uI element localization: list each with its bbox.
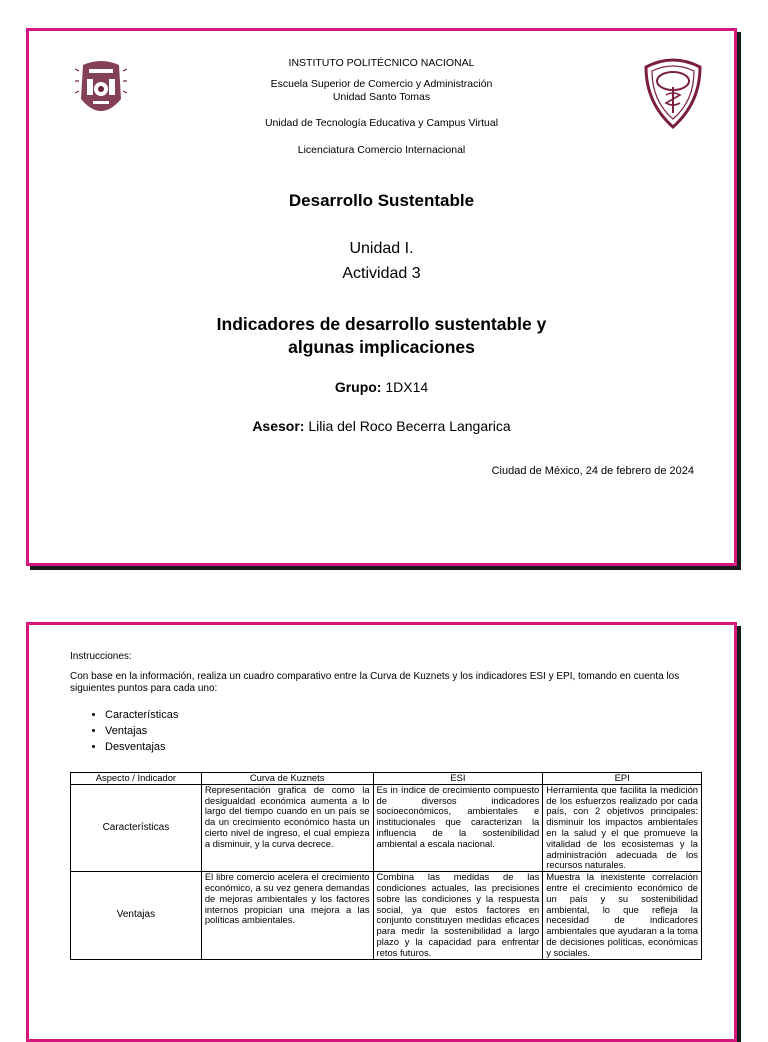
instructions-page xyxy=(26,622,737,1042)
school-name: Escuela Superior de Comercio y Administración xyxy=(270,78,493,90)
cell-kuznets: El libre comercio acelera el crecimiento económico, a su vez genera demandas de mejoras ambientales y los factores internos propician una mejora a las políticas ambientales. xyxy=(201,872,373,959)
bullet-item: • Desventajas xyxy=(105,739,178,755)
date-line: Ciudad de México, 24 de febrero de 2024 xyxy=(491,465,694,477)
advisor-line xyxy=(29,418,734,434)
bullet-list xyxy=(89,707,178,755)
header-kuznets: Curva de Kuznets xyxy=(201,773,373,785)
table-row xyxy=(71,872,702,959)
header-epi: EPI xyxy=(543,773,702,785)
row-label: Ventajas xyxy=(71,872,202,959)
cell-epi: Muestra la inexistente correlación entre el crecimiento económico de un país y su sostenibilidad ambiental, lo que refleja la necesidad de indicadores ambientales que ayudaran a la toma de decisiones políticas, económicas y sociales. xyxy=(543,872,702,959)
instructions-text: Con base en la información, realiza un cuadro comparativo entre la Curva de Kuznets y los indicadores ESI y EPI, tomando en cuenta los siguientes puntos para cada uno: xyxy=(70,671,680,694)
cover-page xyxy=(26,28,737,566)
group-value: 1DX14 xyxy=(385,379,429,395)
topic-title-line1: Indicadores de desarrollo sustentable y xyxy=(216,314,547,334)
topic-title-line2: algunas implicaciones xyxy=(288,337,475,357)
header-esi: ESI xyxy=(373,773,543,785)
table-header-row xyxy=(71,773,702,785)
bullet-item: • Ventajas xyxy=(105,723,178,739)
cell-esi: Es in índice de crecimiento compuesto de diversos indicadores socioeconómicos, ambientales e institucionales que caracterizan la influencia de la sostenibilidad ambiental a escala nacional. xyxy=(373,784,543,871)
school-campus: Unidad Santo Tomas xyxy=(332,91,431,103)
activity-label: Actividad 3 xyxy=(342,265,421,282)
tech-unit: Unidad de Tecnología Educativa y Campus Virtual xyxy=(264,117,499,129)
unit-label: Unidad I. xyxy=(349,240,414,257)
institution-name: INSTITUTO POLITÉCNICO NACIONAL xyxy=(288,57,475,69)
advisor-label: Asesor: xyxy=(252,418,305,434)
course-title: Desarrollo Sustentable xyxy=(288,191,475,210)
bullet-item: • Características xyxy=(105,707,178,723)
cell-kuznets: Representación grafica de como la desigualdad económica aumenta a lo largo del tiempo cuando en un país se da un crecimiento económico hasta un cierto nivel de ingreso, el cual empieza a disminuir, y la curva decrece. xyxy=(201,784,373,871)
advisor-value: Lilia del Roco Becerra Langarica xyxy=(308,418,511,434)
table-row xyxy=(71,784,702,871)
instructions-label: Instrucciones: xyxy=(70,651,132,662)
cell-epi: Herramienta que facilita la medición de los esfuerzos realizado por cada país, con 2 objetivos principales: disminuir los impactos ambientales en la salud y el que promueve la vitalidad de los ecosistemas y la administración adecuada de los recursos naturales. xyxy=(543,784,702,871)
degree-name: Licenciatura Comercio Internacional xyxy=(297,144,466,156)
group-label: Grupo: xyxy=(334,379,382,395)
row-label: Características xyxy=(71,784,202,871)
comparison-table xyxy=(70,772,702,960)
cell-esi: Combina las medidas de las condiciones actuales, las precisiones sobre las condiciones y la respuesta social, ya que estos factores en conjunto constituyen medidas eficaces para medir la sostenibilidad a largo plazo y la capacidad para enfrentar retos futuros. xyxy=(373,872,543,959)
header-aspect: Aspecto / Indicador xyxy=(71,773,202,785)
group-line xyxy=(29,379,734,395)
